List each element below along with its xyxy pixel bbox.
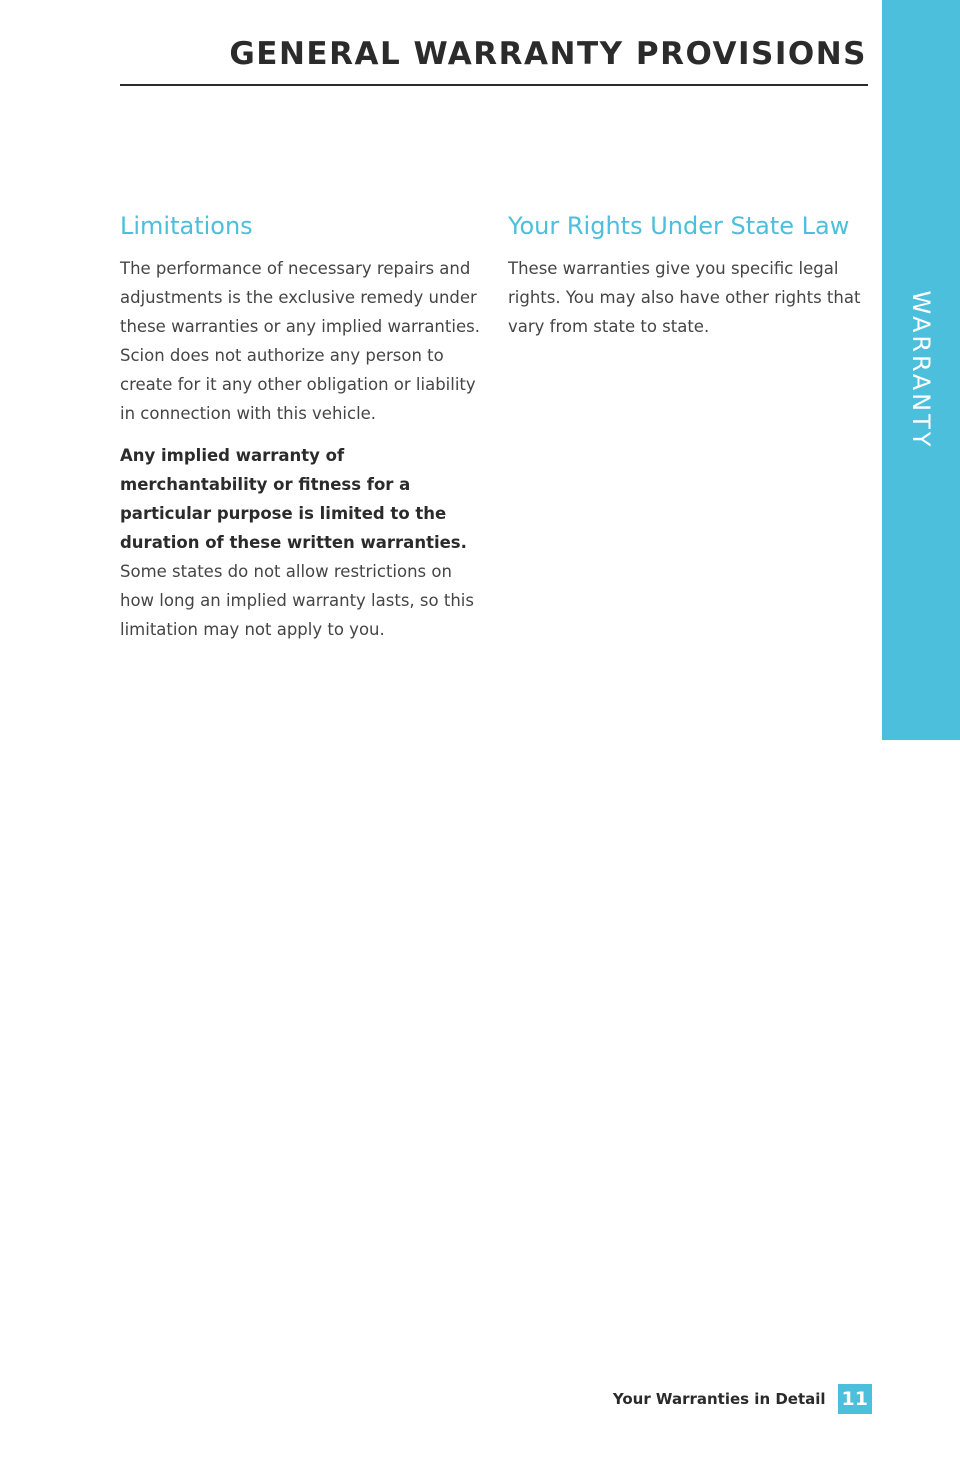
page-footer <box>613 1384 872 1414</box>
implied-warranty-statement: Any implied warranty of merchantability or fitness for a particular purpose is limited to the duration of these written warranties. <box>120 446 467 552</box>
page-number: 11 <box>838 1384 872 1414</box>
side-tab-label: WARRANTY <box>907 290 935 450</box>
side-tab <box>882 0 960 740</box>
state-law-section <box>508 212 870 341</box>
state-restrictions-note: Some states do not allow restrictions on how long an implied warranty lasts, so this limitation may not apply to you. <box>120 562 474 639</box>
state-law-heading: Your Rights Under State Law <box>508 212 850 240</box>
limitations-disclaimer <box>120 441 482 644</box>
limitations-paragraph: The performance of necessary repairs and adjustments is the exclusive remedy under these warranties or any implied warranties. Scion does not authorize any person to create for it any other obligation or liability in connection with this vehicle. <box>120 259 480 423</box>
limitations-heading: Limitations <box>120 212 253 240</box>
limitations-section <box>120 212 482 644</box>
title-divider <box>120 84 868 86</box>
page-title: GENERAL WARRANTY PROVISIONS <box>229 36 867 72</box>
footer-section-label: Your Warranties in Detail <box>612 1390 826 1408</box>
state-law-paragraph: These warranties give you specific legal rights. You may also have other rights that vary from state to state. <box>508 259 861 336</box>
